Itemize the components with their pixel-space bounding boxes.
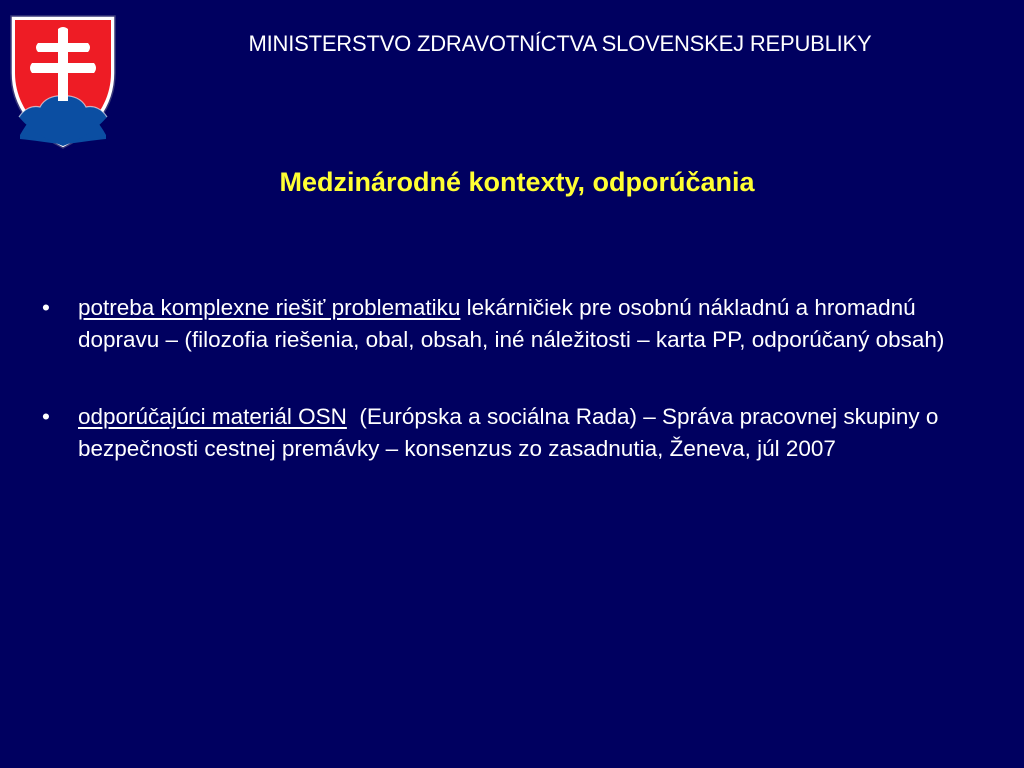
bullet-item xyxy=(40,292,1000,356)
slide-title: Medzinárodné kontexty, odporúčania xyxy=(279,167,755,197)
bullet-item xyxy=(40,401,1000,465)
bullet-marker: • xyxy=(42,404,50,429)
bullet-link-text[interactable]: odporúčajúci materiál OSN xyxy=(78,404,347,429)
bullet-link-text[interactable]: potreba komplexne riešiť problematiku xyxy=(78,295,461,320)
bullet-text: lekárničiek pre osobnú nákladnú a hromadnú dopravu – (filozofia riešenia, obal, obsah, iné náležitosti – karta PP, odporúčaný obsah) xyxy=(78,295,945,352)
bullet-text: (Európska a sociálna Rada) – Správa pracovnej skupiny o bezpečnosti cestnej premávky – konsenzus zo zasadnutia, Ženeva, júl 2007 xyxy=(78,404,945,461)
bullet-list xyxy=(40,292,1000,510)
bullet-marker: • xyxy=(42,295,50,320)
slovak-coat-of-arms-icon xyxy=(8,13,118,151)
ministry-name: MINISTERSTVO ZDRAVOTNÍCTVA SLOVENSKEJ REPUBLIKY xyxy=(248,31,872,56)
